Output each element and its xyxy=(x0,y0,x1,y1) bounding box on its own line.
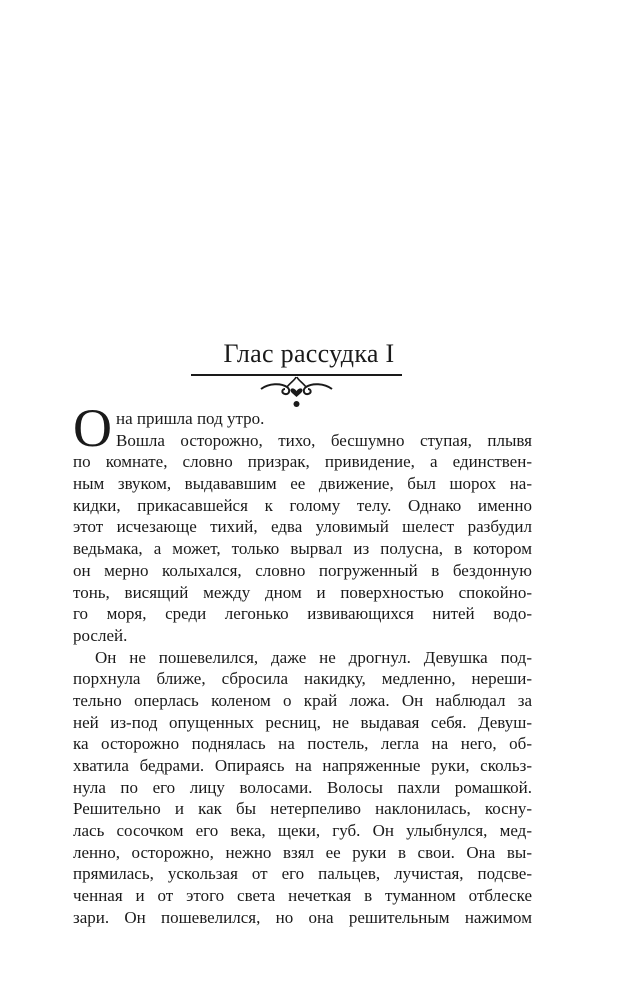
text-line: ней из-под опущенных ресниц, не выдавая себя. Девуш- xyxy=(73,712,532,732)
text-line: рослей. xyxy=(73,625,128,645)
text-line: он мерно колыхался, словно погруженный в бездонную xyxy=(73,560,532,580)
chapter-title: Глас рассудка I xyxy=(223,339,395,368)
text-line: го моря, среди легонько извивающихся нитей водо- xyxy=(73,604,532,624)
text-line: ченная и от этого света нечеткая в туманном отблеске xyxy=(73,886,532,906)
text-line: тонь, висящий между дном и поверхностью спокойно- xyxy=(73,582,532,602)
text-line: ведьмака, а может, только вырвал из полусна, в котором xyxy=(73,539,532,559)
text-line: порхнула ближе, сбросила накидку, медленно, нереши- xyxy=(73,669,532,689)
text-line: на пришла под утро. xyxy=(116,409,265,428)
text-line: нула по его лицу волосами. Волосы пахли ромашкой. xyxy=(73,777,532,797)
text-line: ка осторожно поднялась на постель, легла на него, об- xyxy=(73,734,532,754)
text-line: ным звуком, выдававшим ее движение, был шорох на- xyxy=(73,474,532,494)
text-line: хватила бедрами. Опираясь на напряженные руки, скольз- xyxy=(73,756,532,775)
text-line: зари. Он пошевелился, но она решительным нажимом xyxy=(73,907,532,927)
text-line: Вошла осторожно, тихо, бесшумно ступая, плывя xyxy=(116,430,532,450)
ornament-divider xyxy=(191,369,402,411)
text-line: этот исчезающе тихий, едва уловимый шелест разбудил xyxy=(73,517,532,537)
text-line: ленно, осторожно, нежно взял ее руки в свои. Она вы- xyxy=(73,842,532,862)
text-line: по комнате, словно призрак, привидение, а единствен- xyxy=(73,452,532,472)
text-line: Решительно и как бы нетерпеливо наклонилась, косну- xyxy=(73,799,532,819)
drop-cap: О xyxy=(73,398,112,458)
text-line: кидки, прикасавшейся к голому телу. Однако именно xyxy=(73,495,532,515)
text-line: прямилась, ускользая от его пальцев, лучистая, подсве- xyxy=(73,864,532,884)
text-line: Он не пошевелился, даже не дрогнул. Девушка под- xyxy=(95,647,532,667)
text-line: тельно оперлась коленом о край ложа. Он наблюдал за xyxy=(73,690,532,710)
body-text xyxy=(73,408,532,929)
text-line: лась сосочком его века, щеки, губ. Он улыбнулся, мед- xyxy=(73,821,532,841)
